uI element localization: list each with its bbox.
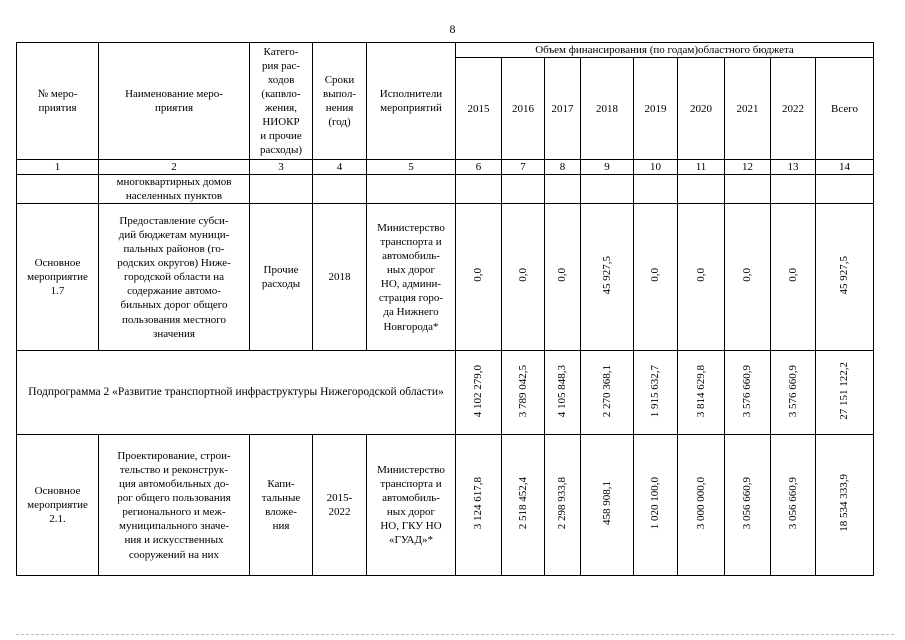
funding-value: 0,0 [649, 268, 662, 283]
funding-value: 0,0 [741, 268, 754, 283]
col-number: 7 [502, 160, 545, 175]
subprogram-title: Подпрограмма 2 «Развитие транспортной инфраструктуры Нижегородской области» [17, 351, 456, 435]
header-measure-number: № меро- приятия [17, 43, 99, 160]
measure-number: Основное мероприятие 1.7 [17, 204, 99, 351]
table-row [17, 435, 874, 576]
col-number: 4 [313, 160, 367, 175]
col-number: 10 [634, 160, 678, 175]
measure-number: Основное мероприятие 2.1. [17, 435, 99, 576]
table-row [17, 204, 874, 351]
header-total: Всего [816, 58, 874, 160]
header-year: 2022 [771, 58, 816, 160]
subprogram-value: 4 105 848,3 [556, 364, 569, 417]
measure-name: Предоставление субси- дий бюджетам муници- пальных районов (го- родских округов) Ниже- городской области на содержание автомо- бильных дорог общего пользования местного значения [99, 204, 250, 351]
funding-value: 2 298 933,8 [556, 477, 569, 530]
subprogram-value: 3 789 042,5 [516, 364, 529, 417]
subprogram-value: 1 915 632,7 [649, 364, 662, 417]
funding-value: 3 000 000,0 [694, 477, 707, 530]
funding-value: 3 056 660,9 [786, 477, 799, 530]
funding-value: 0,0 [694, 268, 707, 283]
subprogram-value: 2 270 368,1 [600, 364, 613, 417]
funding-total: 45 927,5 [838, 256, 851, 295]
col-number: 8 [545, 160, 581, 175]
col-number: 6 [456, 160, 502, 175]
subprogram-total: 27 151 122,2 [838, 361, 851, 420]
measure-name: Проектирование, строи- тельство и реконструк- ция автомобильных до- рог общего пользования регионального и меж- муниципального значе- ния и искусственных сооружений на них [99, 435, 250, 576]
header-measure-name: Наименование меро- приятия [99, 43, 250, 160]
executors: Министерство транспорта и автомобиль- ных дорог НО, ГКУ НО «ГУАД»* [367, 435, 456, 576]
period: 2018 [313, 204, 367, 351]
funding-value: 0,0 [786, 268, 799, 283]
subprogram-value: 4 102 279,0 [472, 364, 485, 417]
col-number: 9 [581, 160, 634, 175]
header-year: 2018 [581, 58, 634, 160]
header-year: 2020 [678, 58, 725, 160]
header-year: 2016 [502, 58, 545, 160]
subprogram-value: 3 814 629,8 [694, 364, 707, 417]
funding-value: 45 927,5 [600, 256, 613, 295]
funding-value: 0,0 [556, 268, 569, 283]
header-year: 2019 [634, 58, 678, 160]
header-year: 2017 [545, 58, 581, 160]
header-expense-category: Катего- рия рас- ходов (капвло- жения, НИОКР и прочие расходы) [250, 43, 313, 160]
col-number: 5 [367, 160, 456, 175]
expense-category: Прочие расходы [250, 204, 313, 351]
page-number: 8 [449, 22, 456, 36]
col-number: 3 [250, 160, 313, 175]
header-year: 2021 [725, 58, 771, 160]
col-number: 1 [17, 160, 99, 175]
funding-value: 0,0 [472, 268, 485, 283]
col-number: 13 [771, 160, 816, 175]
continuation-text: многоквартирных домов населенных пунктов [99, 175, 250, 204]
funding-value: 0,0 [516, 268, 529, 283]
executors: Министерство транспорта и автомобиль- ных дорог НО, админи- страция горо- да Нижнего Новгорода* [367, 204, 456, 351]
scan-edge [16, 634, 894, 635]
funding-value: 3 124 617,8 [472, 477, 485, 530]
funding-value: 1 020 100,0 [649, 477, 662, 530]
expense-category: Капи- тальные вложе- ния [250, 435, 313, 576]
col-number: 14 [816, 160, 874, 175]
funding-value: 3 056 660,9 [741, 477, 754, 530]
header-year: 2015 [456, 58, 502, 160]
col-number: 12 [725, 160, 771, 175]
col-number: 2 [99, 160, 250, 175]
subprogram-value: 3 576 660,9 [741, 364, 754, 417]
header-period: Сроки выпол- нения (год) [313, 43, 367, 160]
funding-value: 458 908,1 [600, 481, 613, 526]
financing-table [16, 42, 874, 576]
subprogram-value: 3 576 660,9 [786, 364, 799, 417]
col-number: 11 [678, 160, 725, 175]
period: 2015- 2022 [313, 435, 367, 576]
funding-total: 18 534 333,9 [838, 474, 851, 533]
subprogram-row [17, 351, 874, 435]
header-executors: Исполнители мероприятий [367, 43, 456, 160]
funding-value: 2 518 452,4 [516, 477, 529, 530]
header-funding: Объем финансирования (по годам)областного бюджета [456, 43, 874, 58]
